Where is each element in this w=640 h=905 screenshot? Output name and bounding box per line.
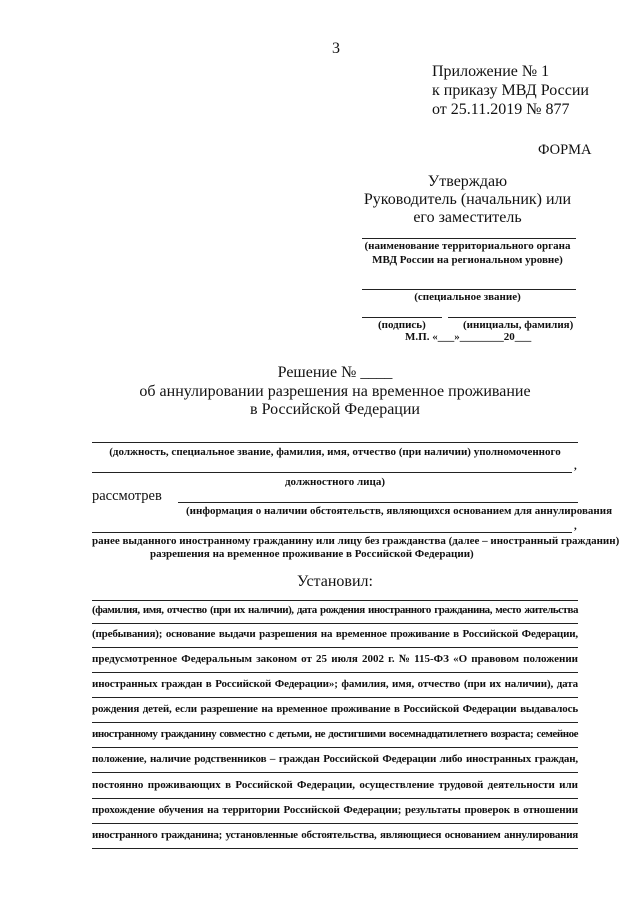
initials-line xyxy=(448,317,576,318)
body-rule xyxy=(92,697,578,698)
org-name-line xyxy=(362,238,576,239)
signature-hint: (подпись) xyxy=(378,319,426,331)
body-rule xyxy=(92,747,578,748)
established-label: Установил: xyxy=(297,573,373,590)
decision-title-line-1: Решение № ____ xyxy=(277,364,393,381)
info-line xyxy=(178,502,578,503)
body-rule xyxy=(92,647,578,648)
body-line: положение, наличие родственников – граждан Российской Федерации либо иностранных граждан, xyxy=(92,753,578,765)
page-number: 3 xyxy=(332,40,340,57)
body-line: иностранных граждан в Российской Федерации»; фамилия, имя, отчество (при их наличии), дата xyxy=(92,678,578,690)
body-line: иностранного гражданина; установленные обстоятельства, являющиеся основанием аннулирования xyxy=(92,829,578,841)
body-rule xyxy=(92,623,578,624)
body-rule xyxy=(92,848,578,849)
approver-role-line-1: Руководитель (начальник) или xyxy=(363,191,572,208)
appendix-line-2: к приказу МВД России xyxy=(432,82,589,99)
decision-title-line-2: об аннулировании разрешения на временное проживание xyxy=(139,383,531,400)
body-line: (фамилия, имя, отчество (при их наличии), дата рождения иностранного гражданина, место жительства xyxy=(92,604,578,616)
official-hint-line-1: (должность, специальное звание, фамилия, имя, отчество (при наличии) уполномоченного xyxy=(109,446,561,458)
appendix-line-3: от 25.11.2019 № 877 xyxy=(432,101,570,118)
comma-1: , xyxy=(574,460,577,472)
body-rule xyxy=(92,722,578,723)
previous-hint-line-1: ранее выданного иностранному гражданину или лицу без гражданства (далее – иностранный гражданин) xyxy=(92,535,620,547)
rank-hint: (специальное звание) xyxy=(414,291,521,303)
body-line: (пребывания); основание выдачи разрешения на временное проживание в Российской Федерации, xyxy=(92,628,578,640)
org-name-hint-line-1: (наименование территориального органа xyxy=(364,240,571,252)
body-rule xyxy=(92,823,578,824)
body-line: прохождение обучения на территории Российской Федерации; результаты проверок в отношении xyxy=(92,804,578,816)
body-rule xyxy=(92,772,578,773)
body-top-line xyxy=(92,600,578,601)
signature-line xyxy=(362,317,442,318)
comma-2: , xyxy=(574,520,577,532)
considered-label: рассмотрев xyxy=(92,488,162,504)
org-name-hint-line-2: МВД России на региональном уровне) xyxy=(372,254,563,266)
initials-hint: (инициалы, фамилия) xyxy=(463,319,574,331)
official-line-2 xyxy=(92,472,572,473)
rank-line xyxy=(362,289,576,290)
info-line-2 xyxy=(92,532,572,533)
previous-hint-line-2: разрешения на временное проживание в Российской Федерации) xyxy=(150,548,474,560)
body-rule xyxy=(92,672,578,673)
info-hint: (информация о наличии обстоятельств, являющихся основанием для аннулирования xyxy=(186,505,613,517)
approve-label: Утверждаю xyxy=(427,173,508,190)
body-line: рождения детей, если разрешение на временное проживание в Российской Федерации выдавалось xyxy=(92,703,578,715)
body-rule xyxy=(92,798,578,799)
appendix-line-1: Приложение № 1 xyxy=(432,63,550,80)
form-label: ФОРМА xyxy=(538,142,592,158)
official-line xyxy=(92,442,578,443)
stamp-date: М.П. «___»________20___ xyxy=(405,331,532,343)
decision-title-line-3: в Российской Федерации xyxy=(250,401,420,418)
official-hint-line-2: должностного лица) xyxy=(284,476,385,488)
body-line: постоянно проживающих в Российской Федерации, осуществление трудовой деятельности или xyxy=(92,779,578,791)
body-line: предусмотренное Федеральным законом от 25 июля 2002 г. № 115-ФЗ «О правовом положении xyxy=(92,653,578,665)
body-line: иностранному гражданину совместно с детьми, не достигшими восемнадцатилетнего возраста; семейное xyxy=(92,728,578,740)
approver-role-line-2: его заместитель xyxy=(413,209,522,226)
